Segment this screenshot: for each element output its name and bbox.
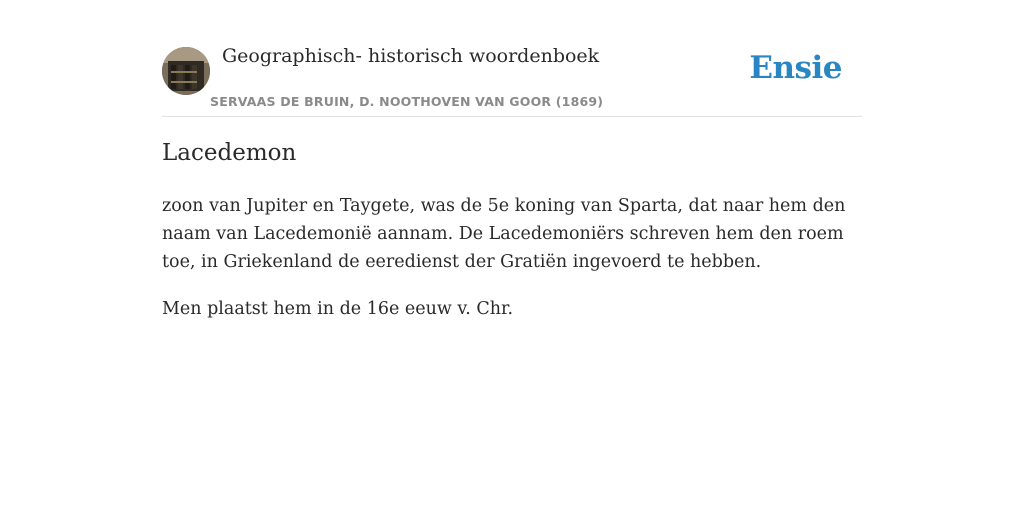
page-container	[162, 0, 862, 319]
book-cover-avatar-icon[interactable]	[162, 47, 210, 95]
ensie-logo-link[interactable]: Ensie	[749, 50, 842, 86]
entry-title: Lacedemon	[162, 140, 297, 166]
book-header	[162, 0, 862, 117]
entry-paragraph: Men plaatst hem in de 16e eeuw v. Chr.	[162, 299, 514, 319]
entry-body	[162, 192, 862, 342]
book-cover-image	[162, 47, 210, 95]
book-author: SERVAAS DE BRUIN, D. NOOTHOVEN VAN GOOR (1869)	[210, 94, 604, 109]
entry-paragraph: zoon van Jupiter en Taygete, was de 5e koning van Sparta, dat naar hem den naam van Lacedemonië aannam. De Lacedemoniërs schreven hem den roem toe, in Griekenland de eeredienst der Gratiën ingevoerd te hebben.	[162, 196, 846, 272]
book-title[interactable]: Geographisch- historisch woordenboek	[222, 45, 600, 67]
